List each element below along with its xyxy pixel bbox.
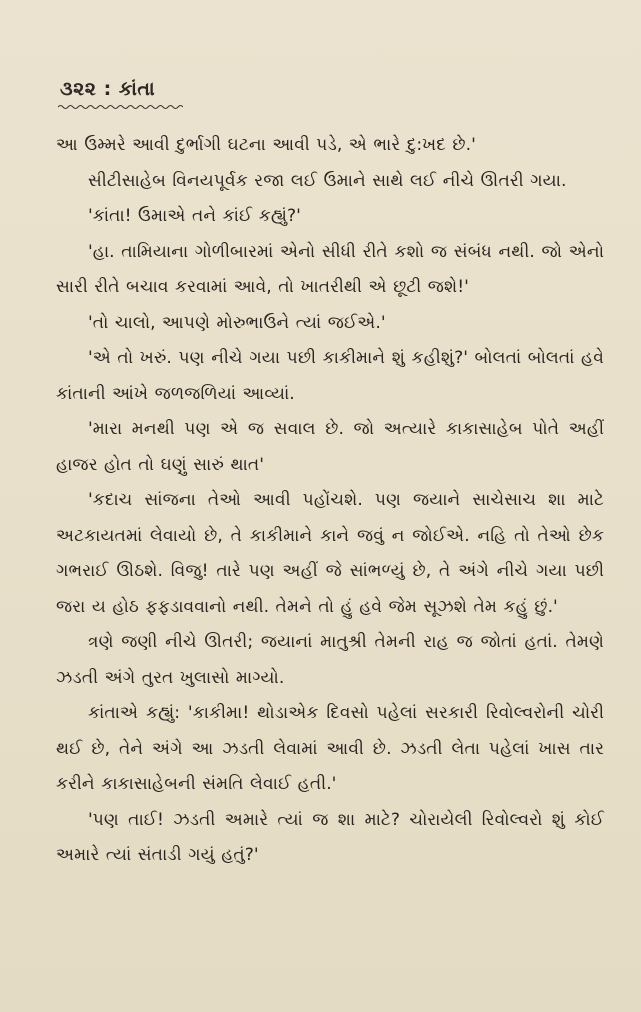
paragraph-8: 'કદાચ સાંજના તેઓ આવી પહોંચશે. પણ જયાને સાચેસાચ શા માટે અટકાયતમાં લેવાયો છે, તે કાકીમાને કાને જવું ન જોઈએ. નહિ તો તેઓ છેક ગભરાઈ ઊઠશે. વિજુ! તારે પણ અહીં જે સાંભળ્યું છે, તે અંગે નીચે ગયા પછી જરા ય હોઠ ફફડાવવાનો નથી. તેમને તો હું હવે જેમ સૂઝશે તેમ કહું છું.' [56,490,604,617]
paragraph-9: ત્રણે જણી નીચે ઊતરી; જયાનાં માતુશ્રી તેમની રાહ જ જોતાં હતાં. તેમણે ઝડતી અંગે તુરત ખુલાસો માગ્યો. [56,632,604,688]
paragraph-1: આ ઉમ્મરે આવી દુર્ભાગી ઘટના આવી પડે, એ ભારે દુ:ખદ છે.' [56,135,476,155]
paragraph-11: 'પણ તાઈ! ઝડતી અમારે ત્યાં જ શા માટે? ચોરાયેલી રિવોલ્વરો શું કોઈ અમારે ત્યાં સંતાડી ગયું હતું?' [56,809,604,865]
paragraph-7: 'મારા મનથી પણ એ જ સવાલ છે. જો અત્યારે કાકાસાહેબ પોતે અહીં હાજર હોત તો ઘણું સારું થાત' [56,419,604,475]
paragraph-10: કાંતાએ કહ્યું: 'કાકીમા! થોડાએક દિવસો પહેલાં સરકારી રિવોલ્વરોની ચોરી થઈ છે, તેને અંગે આ ઝડતી લેવામાં આવી છે. ઝડતી લેતા પહેલાં ખાસ તાર કરીને કાકાસાહેબની સંમતિ લેવાઈ હતી.' [56,703,604,794]
page-number: ૩૨૨ [60,78,97,100]
paragraph-5: 'તો ચાલો, આપણે મોરુભાઉને ત્યાં જઈએ.' [88,312,386,333]
book-title: કાંતા [118,78,156,100]
running-header [60,78,155,100]
header-separator: : [103,78,112,100]
paragraph-4: 'હા. તામિયાના ગોળીબારમાં એનો સીધી રીતે કશો જ સંબંધ નથી. જો એનો સારી રીતે બચાવ કરવામાં આવે, તો ખાતરીથી એ છૂટી જશે!' [56,241,604,297]
body-text [56,128,604,874]
decorative-wavy-rule [58,104,183,110]
paragraph-2: સીટીસાહેબ વિનયપૂર્વક રજા લઈ ઉમાને સાથે લઈ નીચે ઊતરી ગયા. [88,170,567,191]
paragraph-6: 'એ તો ખરું. પણ નીચે ગયા પછી કાકીમાને શું કહીશું?' બોલતાં બોલતાં હવે કાંતાની આંખે જળજળિયાં આવ્યાં. [56,348,604,404]
paragraph-3: 'કાંતા! ઉમાએ તને કાંઈ કહ્યું?' [88,206,301,226]
